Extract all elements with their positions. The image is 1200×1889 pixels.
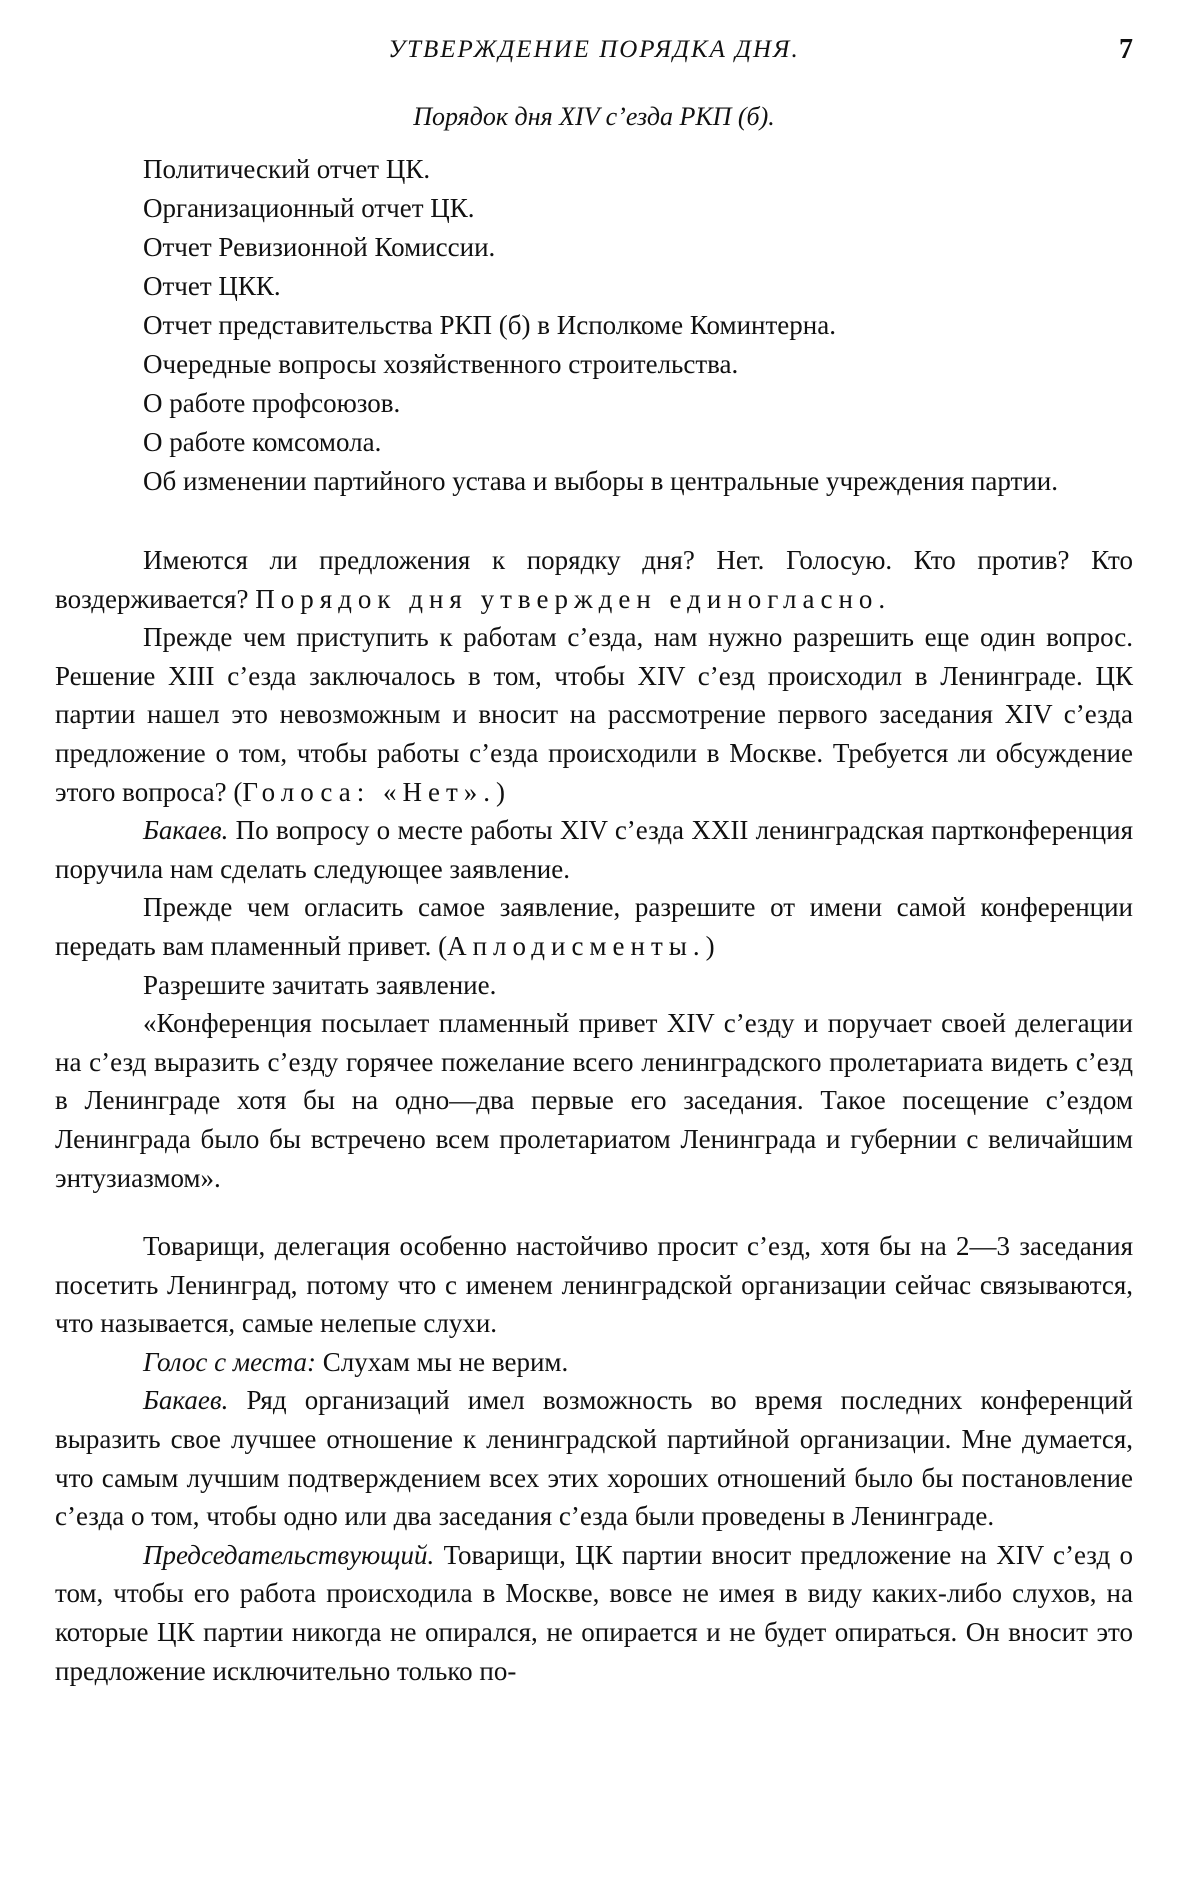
- paragraph-bakaev-2: [55, 1381, 1133, 1535]
- agenda-list: [55, 150, 1133, 501]
- spaced-emphasis: Порядок дня утвержден единогласно.: [255, 583, 892, 614]
- speaker-name: Бакаев.: [143, 815, 229, 846]
- paragraph-bakaev-1: [55, 811, 1133, 888]
- agenda-title: Порядок дня XIV с’езда РКП (б).: [413, 102, 775, 131]
- paragraph-text: Прежде чем приступить к работам с’езда, нам нужно разрешить еще один вопрос. Решение XIII с’езда заключалось в том, чтобы XIV с’езд происходил в Ленинграде. ЦК партии нашел это невозможным и вносит на рассмотрение первого заседания XIV с’езда предложение о том, чтобы работы с’езда происходили в Москве. Требуется ли обсуждение этого вопроса? (: [55, 622, 1133, 807]
- speaker-name: Голос с места:: [143, 1346, 317, 1377]
- agenda-item: Отчет представительства РКП (б) в Исполкоме Коминтерна.: [143, 310, 836, 340]
- agenda-item: О работе профсоюзов.: [143, 388, 401, 418]
- paragraph-text: ): [496, 776, 506, 807]
- paragraph-text: Товарищи, ЦК партии вносит предложение на XIV с’езд о том, чтобы его работа происходила в Москве, вовсе не имея в виду каких-либо слухов, на которые ЦК партии никогда не опирался, не опирается и не будет опираться. Он вносит это предложение исключительно только по-: [55, 1539, 1133, 1686]
- agenda-item: Очередные вопросы хозяйственного строительства.: [143, 349, 739, 379]
- spaced-emphasis: Голоса: «Нет».: [242, 776, 497, 807]
- paragraph-text: По вопросу о месте работы XIV с’езда XXII ленинградская партконференция поручила нам сделать следующее заявление.: [55, 815, 1133, 884]
- paragraph-greeting: [55, 888, 1133, 965]
- paragraph-statement-quote: «Конференция посылает пламенный привет XIV с’езду и поручает своей делегации на с’езд выразить с’езду горячее пожелание всего ленинградского пролетариата видеть с’езд в Ленинграде хотя бы на одно—два первые его заседания. Такое посещение с’ездом Ленинграда было бы встречено всем пролетариатом Ленинграда и губернии с величайшим энтузиазмом».: [55, 1008, 1133, 1193]
- paragraph-text: Прежде чем огласить самое заявление, разрешите от имени самой конференции передать вам пламенный привет. (: [55, 892, 1133, 961]
- agenda-item: Отчет Ревизионной Комиссии.: [143, 232, 496, 262]
- speaker-name: Бакаев.: [143, 1385, 229, 1416]
- paragraph-delegation-request: Товарищи, делегация особенно настойчиво просит с’езд, хотя бы на 2—3 заседания посетить Ленинград, потому что с именем ленинградской организации сейчас связываются, что называется, самые нелепые слухи.: [55, 1231, 1133, 1339]
- page-number: 7: [1119, 34, 1133, 65]
- paragraph-vote: [55, 541, 1133, 618]
- paragraph-read-statement: Разрешите зачитать заявление.: [143, 969, 497, 1000]
- paragraph-text: Слухам мы не верим.: [316, 1346, 569, 1377]
- agenda-item: Политический отчет ЦК.: [143, 154, 431, 184]
- paragraph-text: Имеются ли предложения к порядку дня? Нет. Голосую. Кто против? Кто воздерживается?: [55, 545, 1133, 614]
- body-text: [55, 541, 1133, 1690]
- paragraph-chairman: [55, 1536, 1133, 1690]
- running-title: УТВЕРЖДЕНИЕ ПОРЯДКА ДНЯ.: [388, 36, 800, 63]
- agenda-item: О работе комсомола.: [143, 427, 382, 457]
- agenda-item: Отчет ЦКК.: [143, 271, 281, 301]
- paragraph-location-question: [55, 618, 1133, 811]
- document-page: [55, 30, 1133, 1870]
- running-header: [55, 30, 1133, 80]
- spaced-emphasis: Аплодисменты.: [447, 930, 706, 961]
- paragraph-voice-from-floor: [55, 1343, 1133, 1382]
- agenda-item: Об изменении партийного устава и выборы в центральные учреждения партии.: [143, 466, 1059, 496]
- speaker-name: Председательствующий.: [143, 1539, 435, 1570]
- agenda-item: Организационный отчет ЦК.: [143, 193, 475, 223]
- paragraph-text: ): [705, 930, 715, 961]
- paragraph-text: Ряд организаций имел возможность во время последних конференций выразить свое лучшее отношение к ленинградской партийной организации. Мне думается, что самым лучшим подтверждением всех этих хороших отношений было бы постановление с’езда о том, чтобы одно или два заседания с’езда были проведены в Ленинграде.: [55, 1385, 1133, 1532]
